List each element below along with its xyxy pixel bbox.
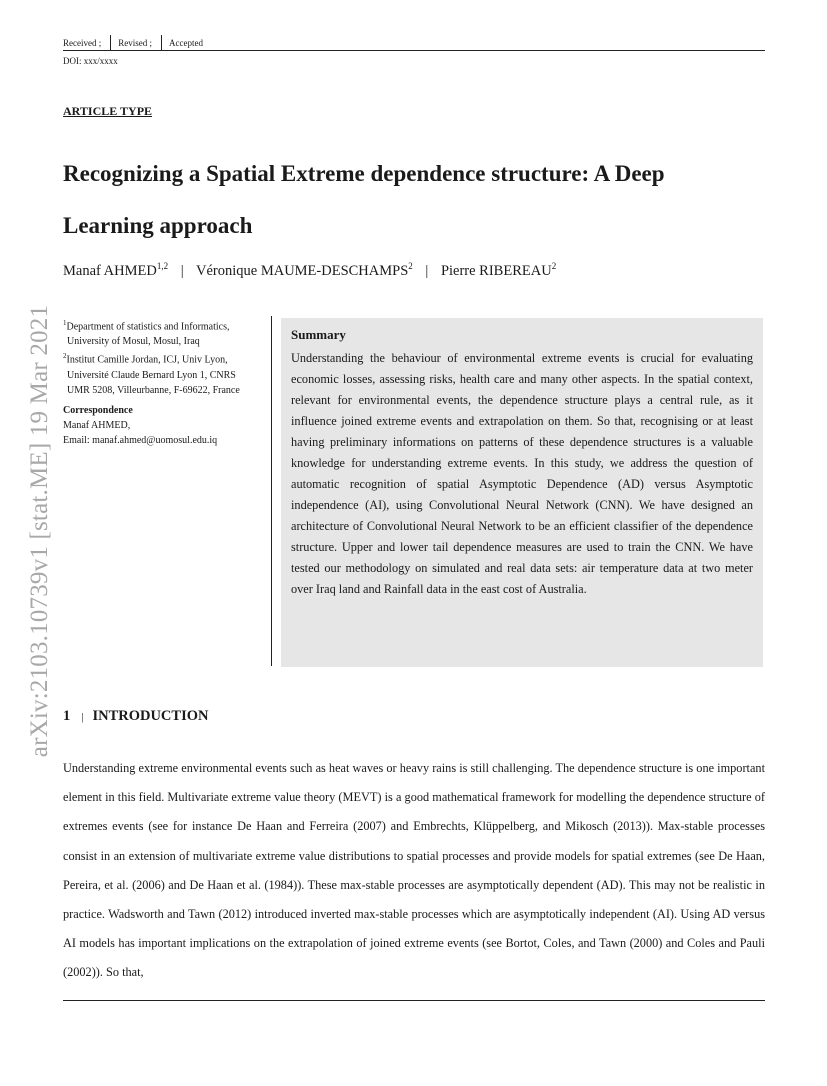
author-name: Manaf AHMED — [63, 262, 157, 279]
intro-paragraph: Understanding extreme environmental events such as heat waves or heavy rains is still challenging. The dependence structure is one important element in this field. Multivariate extreme value theory (MEVT) is a good mathematical framework for modelling the dependence structure of extremes events (see for instance De Haan and Ferreira (2007) and Embrechts, Klüppelberg, and Mikosch (2013)). Max-stable processes consist in an extension of multivariate extreme value distributions to spatial processes and provide models for spatial extremes (see De Haan, Pereira, et al. (2006) and De Haan et al. (1984)). These max-stable processes are asymptotically dependent (AD). This may not be realistic in practice. Wadsworth and Tawn (2012) introduced inverted max-stable processes which are asymptotically independent (AI). Using AD versus AI models has important implications on the extrapolation of joined extreme events (see Bortot, Coles, and Tawn (2000) and Coles and Pauli (2002)). So that, — [63, 761, 765, 980]
revised-label: Revised ; — [118, 37, 152, 48]
section-heading — [63, 708, 208, 725]
affiliation-line: UMR 5208, Villeurbanne, F-69622, France — [67, 384, 240, 396]
summary-heading: Summary — [291, 327, 346, 342]
paper-title — [63, 148, 763, 252]
affiliation-line: Institut Camille Jordan, ICJ, Univ Lyon, — [66, 354, 228, 366]
doi: DOI: xxx/xxxx — [63, 56, 118, 66]
affiliations — [63, 316, 268, 398]
article-type: ARTICLE TYPE — [63, 104, 153, 118]
section-title: INTRODUCTION — [92, 708, 209, 724]
affiliation-line: Université Claude Bernard Lyon 1, CNRS — [67, 369, 236, 381]
title-line-1: Recognizing a Spatial Extreme dependence structure: A Deep — [63, 161, 665, 186]
header-rule — [63, 50, 765, 51]
author-name: Pierre RIBEREAU — [440, 262, 552, 279]
correspondence — [63, 403, 268, 448]
header-divider — [110, 35, 111, 50]
affiliation-line: University of Mosul, Mosul, Iraq — [67, 336, 200, 348]
section-separator: | — [81, 710, 84, 723]
summary-text: Understanding the behaviour of environmental extreme events is crucial for evaluating economic losses, assessing risks, health care and many other aspects. In the spatial context, relevant for environmental events, the dependence structure plays a central rule, as it influence joined extreme events and extrapolation on them. So that, recognising or at least having preliminary informations on patterns of these dependence structures is a valuable knowledge for understanding extreme events. In this study, we address the question of automatic recognition of spatial Asymptotic Dependence (AD) versus Asymptotic independence (AI), using Convolutional Neural Network (CNN). We have designed an architecture of Convolutional Neural Network to be an efficient classifier of the dependence structure. Upper and lower tail dependence measures are used to train the CNN. We have tested our methodology on simulated and real data sets: air temperature data at two meter over Iraq land and Rainfall data in the east cost of Australia. — [291, 351, 753, 596]
author-affiliation: 1,2 — [156, 261, 169, 271]
arxiv-stamp: arXiv:2103.10739v1 [stat.ME] 19 Mar 2021 — [26, 304, 53, 758]
header-divider — [161, 35, 162, 50]
correspondence-email: Email: manaf.ahmed@uomosul.edu.iq — [63, 435, 218, 446]
column-divider — [271, 316, 272, 666]
author-separator: | — [180, 262, 184, 279]
correspondence-name: Manaf AHMED, — [63, 420, 131, 431]
affiliation-line: Department of statistics and Informatics, — [66, 321, 230, 333]
accepted-label: Accepted — [168, 37, 203, 48]
correspondence-heading: Correspondence — [63, 405, 133, 416]
affiliation-number: 2 — [63, 352, 67, 361]
affiliation-number: 1 — [63, 319, 67, 327]
affiliation-1 — [63, 316, 268, 334]
author-affiliation: 2 — [551, 261, 557, 271]
journal-header — [63, 35, 203, 50]
affiliation-2 — [63, 349, 268, 367]
author-name: Véronique MAUME-DESCHAMPS — [196, 262, 409, 279]
author-list — [63, 261, 556, 280]
received-label: Received ; — [63, 37, 102, 48]
title-line-2: Learning approach — [63, 213, 253, 238]
footer-rule — [63, 1000, 765, 1001]
section-number: 1 — [63, 708, 71, 724]
author-affiliation: 2 — [408, 261, 413, 271]
author-separator: | — [425, 262, 429, 279]
